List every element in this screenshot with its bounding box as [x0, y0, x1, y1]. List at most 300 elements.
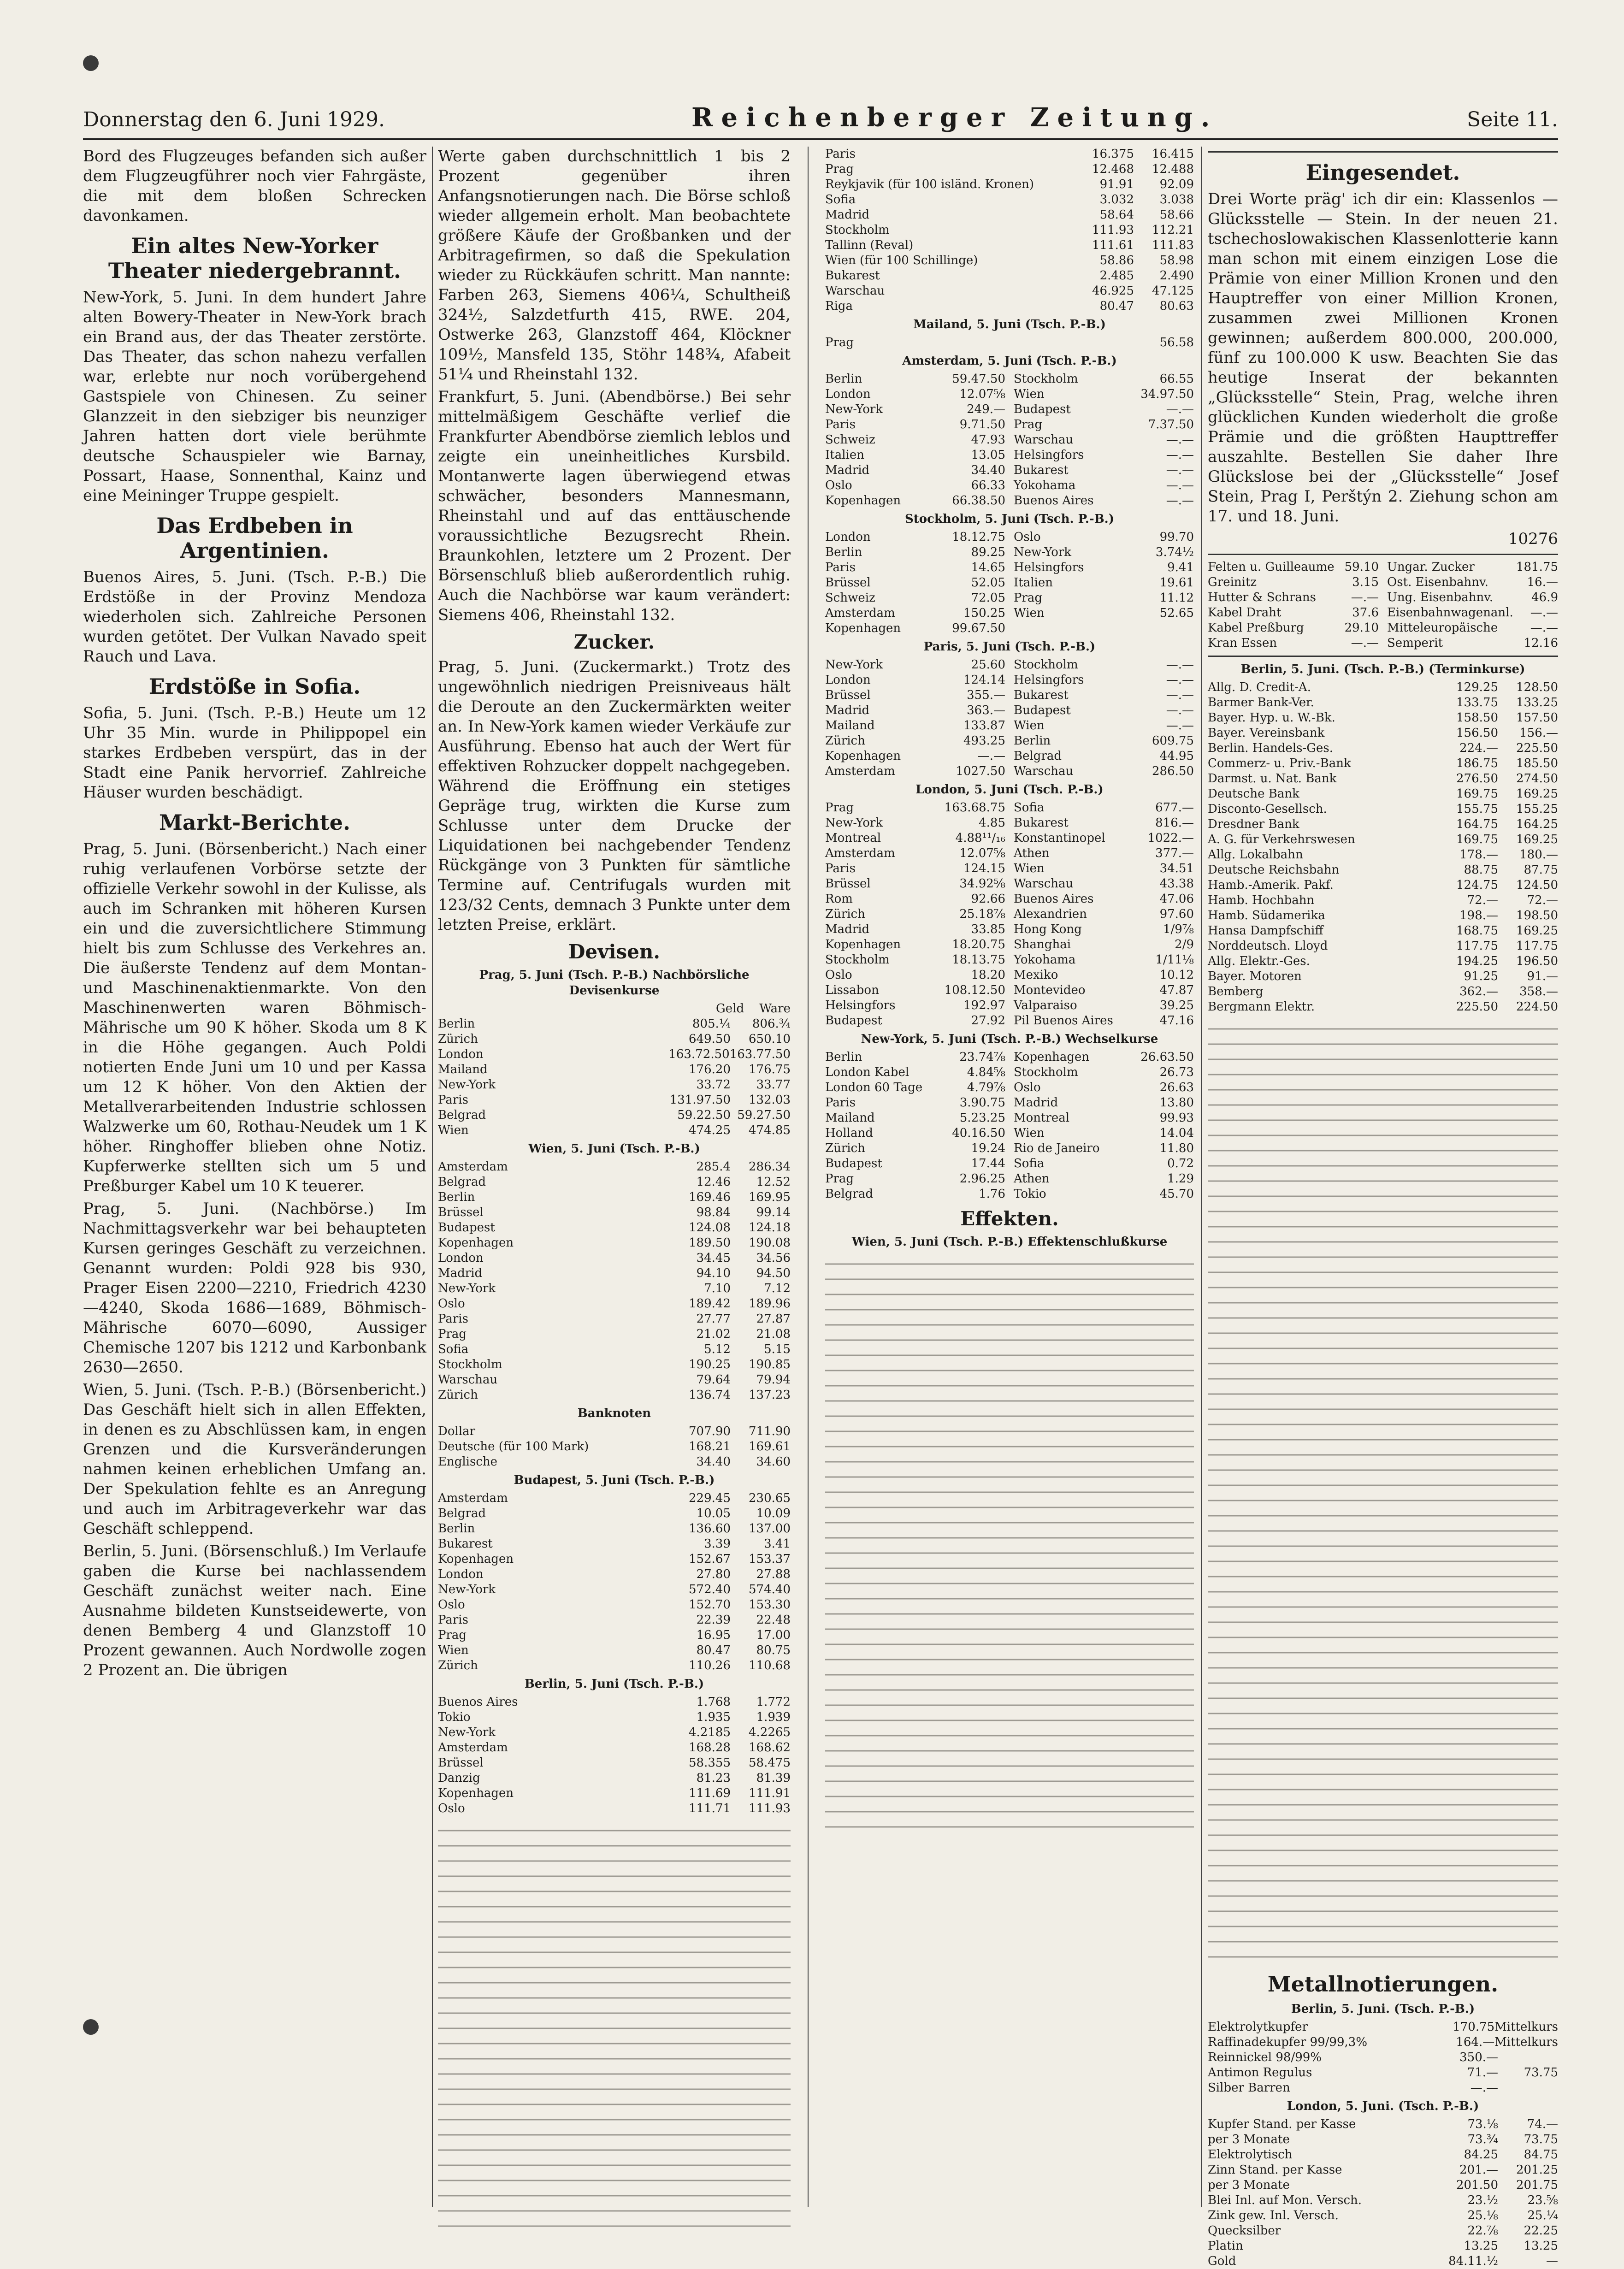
table-row	[438, 1077, 791, 1093]
cell-label: Madrid	[1014, 1096, 1058, 1110]
cell-label: Belgrad	[438, 1108, 486, 1122]
cell-value: 1.772	[756, 1695, 791, 1709]
cell-label: New-York	[825, 402, 883, 416]
cell-value: 34.51	[1159, 862, 1194, 875]
table-row	[438, 1296, 791, 1312]
cell-values	[1438, 2080, 1558, 2096]
table-cell-pair	[1014, 1095, 1194, 1111]
cell-values	[1438, 908, 1558, 923]
cell-value: 474.85	[749, 1123, 791, 1137]
cell-value: 4.2185	[689, 1725, 731, 1739]
table-row	[1208, 680, 1558, 695]
cell-values	[671, 1342, 791, 1357]
table-row	[438, 1372, 791, 1388]
cell-value: 169.95	[749, 1190, 791, 1204]
cell-value: 12.16	[1524, 636, 1558, 650]
cell-value: Mittelkurs	[1494, 2020, 1558, 2034]
column-divider	[432, 147, 433, 2207]
table-row	[1208, 2163, 1558, 2178]
cell-values	[1438, 2163, 1558, 2178]
table-row	[438, 1281, 791, 1296]
cell-value: 5.15	[764, 1342, 791, 1356]
table-row	[1208, 2050, 1558, 2065]
cell-label: Madrid	[825, 208, 870, 222]
cell-value: 198.50	[1516, 909, 1558, 922]
table-row	[1208, 908, 1558, 923]
cell-values	[671, 1740, 791, 1755]
cell-value: —.—	[1166, 433, 1194, 447]
cell-label: Zürich	[825, 734, 865, 748]
table-cell-pair	[825, 703, 1005, 718]
cell-label: Oslo	[438, 1802, 465, 1815]
cell-label: Kopenhagen	[438, 1236, 514, 1250]
cell-values	[1438, 2117, 1558, 2132]
cell-label: Kopenhagen	[825, 621, 901, 635]
cell-label: Stockholm	[825, 953, 890, 967]
cell-label: Kupfer Stand. per Kasse	[1208, 2117, 1356, 2131]
market-subheading: Paris, 5. Juni (Tsch. P.-B.)	[923, 640, 1096, 654]
table-row	[1208, 984, 1558, 999]
cell-value: 111.71	[689, 1802, 731, 1815]
cell-value: 10.12	[1159, 968, 1194, 982]
cell-label: Oslo	[825, 479, 852, 492]
cell-values	[671, 1786, 791, 1801]
table-cell-pair	[1014, 560, 1194, 575]
cell-value: 34.56	[756, 1251, 791, 1265]
cell-values	[671, 1439, 791, 1454]
cell-value: 201.50	[1456, 2178, 1498, 2192]
table-row	[825, 192, 1194, 207]
cell-value: 12.07⅝	[959, 846, 1005, 860]
table-cell-pair	[825, 937, 1005, 952]
market-subheading: Berlin, 5. Juni. (Tsch. P.-B.) (Terminkurse)	[1240, 662, 1525, 676]
cell-label: New-York	[438, 1282, 496, 1295]
cell-value: 225.50	[1456, 1000, 1498, 1014]
cell-values	[671, 1108, 791, 1123]
cell-label: Paris	[825, 862, 856, 875]
cell-value: 185.50	[1516, 756, 1558, 770]
table-cell-pair	[1014, 606, 1194, 621]
cell-label: Sofia	[825, 193, 856, 207]
cell-label: Tokio	[1014, 1187, 1046, 1201]
cell-label: Kopenhagen	[1014, 1050, 1090, 1064]
cell-value: 1.76	[979, 1187, 1005, 1201]
cell-label: Valparaiso	[1014, 999, 1077, 1012]
table-cell-pair	[1014, 764, 1194, 779]
cell-value: 2/9	[1175, 938, 1194, 951]
table-row	[438, 1016, 791, 1032]
cell-value: 46.925	[1092, 284, 1134, 298]
table-cell-pair	[1208, 575, 1379, 590]
cell-value: 72.05	[971, 591, 1005, 605]
cell-value: 4.79⅞	[967, 1081, 1005, 1094]
cell-value: —.—	[1166, 688, 1194, 702]
table-cell-pair	[1014, 983, 1194, 998]
cell-value: 7.10	[704, 1282, 731, 1295]
cell-label: Deutsche (für 100 Mark)	[438, 1440, 589, 1454]
cell-value: 3.90.75	[959, 1096, 1005, 1110]
cell-label: Semperit	[1387, 636, 1443, 650]
cell-value: —.—	[1166, 448, 1194, 462]
table-cell-pair	[1014, 1111, 1194, 1126]
cell-value: 52.05	[971, 576, 1005, 590]
cell-value: 5.12	[704, 1342, 731, 1356]
market-subheading: New-York, 5. Juni (Tsch. P.-B.) Wechselkurse	[861, 1032, 1158, 1046]
cell-value: 14.04	[1159, 1126, 1194, 1140]
cell-label: Silber Barren	[1208, 2081, 1290, 2095]
cell-value: 16.—	[1527, 575, 1558, 589]
headline-erdbeben: Das Erdbeben in Argentinien.	[156, 513, 353, 563]
cell-value: 40.16.50	[952, 1126, 1005, 1140]
table-cell-pair	[1014, 387, 1194, 402]
cell-label: Athen	[1014, 846, 1050, 860]
table-cell-pair	[825, 1171, 1005, 1187]
article-text: Prag, 5. Juni. (Nachbörse.) Im Nachmittagsverkehr war bei behaupteten Kursen geringes Geschäft zu verzeichnen. Genannt wurden: Poldi 928 bis 930, Prager Eisen 2200—2210, Friedrich 4230—4240, Skoda 1686—1689, Böhmisch-Mährische 6070—6090, Aussiger Chemische 1207 bis 1212 und Karbonbank 2630—2650.	[83, 1199, 426, 1377]
cell-value: 59.22.50	[677, 1108, 731, 1122]
cell-values	[1438, 726, 1558, 741]
table-cell-pair	[1014, 703, 1194, 718]
cell-value: 66.33	[971, 479, 1005, 492]
cell-value: 157.50	[1516, 711, 1558, 725]
cell-values	[671, 1296, 791, 1312]
table-cell-pair	[1014, 1141, 1194, 1156]
table-cell-pair	[825, 493, 1005, 508]
table-row	[438, 1771, 791, 1786]
cell-label: Montevideo	[1014, 983, 1086, 997]
cell-value: 5.23.25	[959, 1111, 1005, 1125]
cell-value: 186.75	[1456, 756, 1498, 770]
cell-label: Wien	[438, 1643, 469, 1657]
table-row	[825, 1141, 1194, 1156]
cell-label: London	[438, 1251, 484, 1265]
market-subheading: Wien, 5. Juni (Tsch. P.-B.) Effektenschlußkurse	[851, 1235, 1168, 1249]
cell-values	[671, 1251, 791, 1266]
table-london-metall	[1208, 2117, 1558, 2269]
cell-label: Warschau	[438, 1373, 498, 1387]
cell-label: Paris	[825, 418, 856, 431]
table-row	[1208, 923, 1558, 939]
cell-value: 129.25	[1456, 680, 1498, 694]
cell-label: Helsingfors	[1014, 448, 1084, 462]
table-cell-pair	[825, 1126, 1005, 1141]
cell-value: 89.25	[971, 545, 1005, 559]
cell-value: 249.—	[967, 402, 1005, 416]
cell-value: 22.⅞	[1467, 2224, 1498, 2238]
cell-label: Paris	[825, 561, 856, 574]
cell-value: 176.20	[689, 1063, 731, 1076]
cell-value: 80.63	[1159, 299, 1194, 313]
cell-value: 58.98	[1159, 254, 1194, 267]
cell-value: 23.74⅞	[959, 1050, 1005, 1064]
cell-values	[671, 1016, 791, 1032]
cell-value: 2.96.25	[959, 1172, 1005, 1186]
cell-label: New-York	[1014, 545, 1072, 559]
table-row	[825, 268, 1194, 284]
table-row	[1208, 2035, 1558, 2050]
cell-value: 22.48	[756, 1613, 791, 1627]
table-row	[825, 147, 1194, 162]
table-row	[825, 372, 1194, 387]
cell-value: 131.97.50	[669, 1093, 731, 1107]
table-row	[825, 417, 1194, 432]
cell-label: London	[438, 1047, 484, 1061]
cell-label: A. G. für Verkehrswesen	[1208, 833, 1355, 846]
table-row	[825, 876, 1194, 892]
cell-label: Budapest	[825, 1014, 882, 1028]
table-cell-pair	[1014, 1080, 1194, 1095]
cell-value: 163.77.50	[729, 1047, 791, 1061]
table-cell-pair	[1014, 1013, 1194, 1028]
page-number: Seite 11.	[1467, 108, 1558, 131]
table-row	[825, 688, 1194, 703]
cell-value: 47.06	[1159, 892, 1194, 906]
table-row	[1208, 2254, 1558, 2269]
cell-value: 707.90	[689, 1424, 731, 1438]
table-cell-pair	[1014, 876, 1194, 892]
table-cell-pair	[825, 1156, 1005, 1171]
cell-label: Madrid	[825, 703, 870, 717]
column-divider	[808, 147, 809, 2207]
cell-label: Hong Kong	[1014, 922, 1082, 936]
cell-value: 16.415	[1152, 147, 1194, 161]
table-row	[438, 1786, 791, 1801]
cell-values	[671, 1725, 791, 1740]
cell-label: Alexandrien	[1014, 907, 1087, 921]
table-row	[1208, 771, 1558, 786]
cell-label: Allg. Lokalbahn	[1208, 848, 1303, 862]
cell-values	[1438, 923, 1558, 939]
table-row	[438, 1552, 791, 1567]
cell-label: Paris	[438, 1312, 468, 1326]
table-row	[438, 1613, 791, 1628]
table-cell-pair	[825, 448, 1005, 463]
cell-value: —.—	[1166, 463, 1194, 477]
table-cell-pair	[1014, 907, 1194, 922]
cell-value: 11.80	[1159, 1141, 1194, 1155]
cell-value: —.—	[1166, 402, 1194, 416]
table-row	[1208, 832, 1558, 847]
headline-theater: Ein altes New-Yorker Theater niedergebrannt.	[108, 233, 402, 283]
cell-value: 21.02	[696, 1327, 731, 1341]
cell-value: 574.40	[749, 1583, 791, 1596]
cell-value: 4.84⅝	[967, 1065, 1005, 1079]
cell-label: Allg. Elektr.-Ges.	[1208, 954, 1310, 968]
cell-label: Stockholm	[1014, 1065, 1078, 1079]
cell-label: Holland	[825, 1126, 873, 1140]
cell-value: 168.75	[1456, 924, 1498, 938]
table-row	[1208, 954, 1558, 969]
cell-label: Madrid	[438, 1266, 483, 1280]
cell-value: 13.80	[1159, 1096, 1194, 1110]
table-row	[1208, 2178, 1558, 2193]
table-row	[438, 1658, 791, 1673]
cell-values	[671, 1424, 791, 1439]
cell-label: Wien	[1014, 862, 1045, 875]
cell-value: 19.61	[1159, 576, 1194, 590]
cell-value: 198.—	[1459, 909, 1498, 922]
cell-label: Greinitz	[1208, 575, 1257, 589]
table-row	[825, 937, 1194, 952]
cell-label: New-York	[438, 1725, 496, 1739]
cell-label: Kabel Draht	[1208, 606, 1281, 620]
table-row	[1208, 2132, 1558, 2147]
page-header	[83, 102, 1558, 135]
table-cell-pair	[1014, 815, 1194, 831]
cell-value: —.—	[977, 749, 1005, 763]
cell-label: Reykjavik (für 100 isländ. Kronen)	[825, 177, 1034, 191]
cell-label: Norddeutsch. Lloyd	[1208, 939, 1328, 953]
cell-values	[1438, 2178, 1558, 2193]
column-headers	[438, 1001, 791, 1016]
table-budapest	[438, 1491, 791, 1673]
table-cell-pair	[1387, 560, 1558, 575]
cell-label: Riga	[825, 299, 853, 313]
cell-value: 12.07⅝	[959, 387, 1005, 401]
cell-value: 12.46	[696, 1175, 731, 1189]
cell-label: Buenos Aires	[438, 1695, 518, 1709]
cell-values	[1438, 2193, 1558, 2208]
table-row	[438, 1190, 791, 1205]
table-amsterdam	[825, 372, 1194, 508]
cell-values	[1438, 2208, 1558, 2223]
cell-value: 1.935	[696, 1710, 731, 1724]
cell-value: 3.038	[1159, 193, 1194, 207]
cell-label: Elektrolytisch	[1208, 2148, 1293, 2162]
table-row	[825, 238, 1194, 253]
cell-value: —.—	[1166, 658, 1194, 672]
cell-label: Stockholm	[1014, 658, 1078, 672]
table-row	[438, 1093, 791, 1108]
header-rule	[83, 138, 1558, 140]
cell-value: —.—	[1530, 621, 1558, 635]
headline-eingesandt: Eingesendet.	[1305, 160, 1460, 185]
table-row	[825, 952, 1194, 968]
article-text: Drei Worte präg' ich dir ein: Klassenlos — Glücksstelle — Stein. In der neuen 21. tschechoslowakischen Klassenlotterie kann man schon mit einem einzigen Lose die Prämie von einer Million Kronen und den Hauptreffer von einer Million Kronen, zusammen zwei Millionen Kronen gewinnen; außerdem 800.000, 200.000, fünf zu 100.000 K usw. Beachten Sie das heutige Inserat der bekannten „Glücksstelle“ Stein, Prag, welche ihren glücklichen Kunden wiederholt die große Prämie und die größten Haupttreffer auszahlte. Bestellen Sie daher Ihre Glückslose bei der „Glücksstelle“ Josef Stein, Prag I, Perštýn 2. Ziehung schon am 17. und 18. Juni.	[1208, 190, 1558, 526]
cell-values	[1438, 2147, 1558, 2163]
cell-value: 156.50	[1456, 726, 1498, 740]
ad-number: 10276	[1508, 530, 1558, 548]
table-row	[825, 478, 1194, 493]
cell-label: Elektrolytkupfer	[1208, 2020, 1308, 2034]
cell-values	[1074, 192, 1194, 207]
cell-value: 58.64	[1099, 208, 1134, 222]
cell-value: 111.91	[749, 1786, 791, 1800]
cell-label: Oslo	[1014, 1081, 1041, 1094]
cell-label: Prag	[825, 801, 854, 815]
headline-effekten: Effekten.	[960, 1207, 1059, 1230]
table-cell-pair	[1208, 605, 1379, 620]
cell-value: 34.45	[696, 1251, 731, 1265]
cell-values	[671, 1175, 791, 1190]
cell-value: 18.20	[971, 968, 1005, 982]
cell-values	[1438, 939, 1558, 954]
table-row	[1208, 2193, 1558, 2208]
cell-label: Zinn Stand. per Kasse	[1208, 2163, 1342, 2177]
table-row	[825, 207, 1194, 223]
cell-value: —.—	[1166, 673, 1194, 687]
cell-values	[1074, 177, 1194, 192]
cell-value: 806.¾	[752, 1017, 791, 1031]
cell-value: 156.—	[1519, 726, 1558, 740]
table-row	[825, 1126, 1194, 1141]
cell-value: 132.03	[749, 1093, 791, 1107]
cell-value: 58.66	[1159, 208, 1194, 222]
table-cell-pair	[1014, 861, 1194, 876]
cell-value: 33.85	[971, 922, 1005, 936]
cell-values	[671, 1801, 791, 1816]
cell-value: 189.42	[689, 1297, 731, 1311]
table-cell-pair	[825, 545, 1005, 560]
table-cell-pair	[1014, 846, 1194, 861]
cell-values	[671, 1710, 791, 1725]
cell-label: Stockholm	[825, 223, 890, 237]
cell-label: Schweiz	[825, 433, 875, 447]
table-row	[1208, 560, 1558, 575]
table-cell-pair	[1014, 749, 1194, 764]
table-row	[825, 861, 1194, 876]
cell-label: Hamb. Südamerika	[1208, 909, 1325, 922]
table-cell-pair	[1014, 718, 1194, 733]
cell-values	[1074, 223, 1194, 238]
cell-value: 74.—	[1527, 2117, 1558, 2131]
cell-value: 190.85	[749, 1358, 791, 1371]
table-row	[1208, 636, 1558, 651]
cell-label: Antimon Regulus	[1208, 2066, 1312, 2080]
cell-value: 276.50	[1456, 772, 1498, 786]
table-row	[438, 1755, 791, 1771]
cell-label: Budapest	[1014, 402, 1071, 416]
cell-value: 124.15	[963, 862, 1005, 875]
cell-values	[671, 1357, 791, 1372]
cell-label: Belgrad	[825, 1187, 874, 1201]
cell-value: 362.—	[1459, 985, 1498, 999]
cell-values	[1074, 284, 1194, 299]
table-cell-pair	[1014, 530, 1194, 545]
table-cell-pair	[825, 764, 1005, 779]
cell-values	[1435, 2035, 1558, 2050]
cell-label: Kopenhagen	[825, 494, 901, 508]
cell-value: —.—	[1166, 703, 1194, 717]
table-cell-pair	[825, 718, 1005, 733]
cell-value: 23.⅝	[1527, 2193, 1558, 2207]
cell-value: 152.70	[689, 1598, 731, 1612]
cell-value: 230.65	[749, 1491, 791, 1505]
cell-value: 190.25	[689, 1358, 731, 1371]
column-2	[438, 147, 791, 2207]
table-row	[438, 1357, 791, 1372]
table-row	[438, 1643, 791, 1658]
cell-value: 1022.—	[1147, 831, 1194, 845]
cell-value: 98.84	[696, 1205, 731, 1219]
table-cell-pair	[1208, 636, 1379, 651]
cell-value: 169.61	[749, 1440, 791, 1454]
table-row	[1208, 893, 1558, 908]
table-cell-pair	[1014, 968, 1194, 983]
cell-label: Prag	[438, 1628, 467, 1642]
cell-value: 201.25	[1516, 2163, 1558, 2177]
table-cell-pair	[825, 892, 1005, 907]
table-row	[438, 1439, 791, 1454]
cell-label: per 3 Monate	[1208, 2133, 1290, 2146]
cell-value: 194.25	[1456, 954, 1498, 968]
cell-values	[671, 1613, 791, 1628]
table-cell-pair	[1014, 372, 1194, 387]
cell-value: 124.75	[1456, 878, 1498, 892]
cell-value: 111.83	[1152, 238, 1194, 252]
cell-label: Kopenhagen	[825, 749, 901, 763]
column-3	[825, 147, 1194, 2207]
cell-value: 350.—	[1459, 2050, 1498, 2064]
